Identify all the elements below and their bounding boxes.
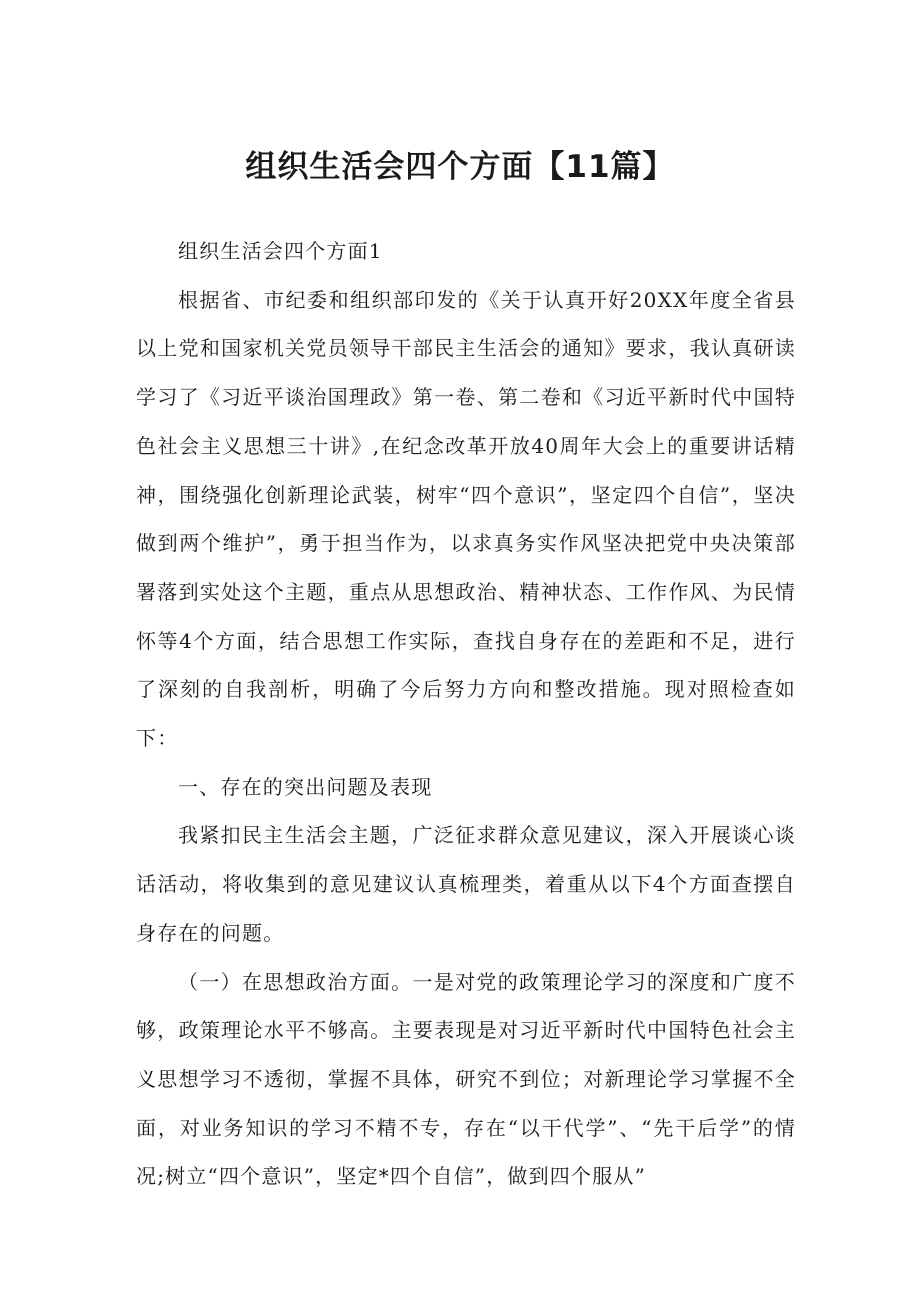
paragraph-ideology-politics: （一）在思想政治方面。一是对党的政策理论学习的深度和广度不够，政策理论水平不够高。主要表现是对习近平新时代中国特色社会主义思想学习不透彻，掌握不具体，研究不到位；对新理论学习掌握不全面，对业务知识的学习不精不专，存在“以干代学”、“先干后学”的情况;树立“四个意识”，坚定*四个自信”，做到四个服从” (136, 969, 796, 1189)
section-heading-problems: 一、存在的突出问题及表现 (178, 774, 433, 799)
section-heading-1: 组织生活会四个方面1 (178, 239, 383, 263)
paragraph-intro: 根据省、市纪委和组织部印发的《关于认真开好20XX年度全省县以上党和国家机关党员领导干部民主生活会的通知》要求，我认真研读学习了《习近平谈治国理政》第一卷、第二卷和《习近平新时代中国特色社会主义思想三十讲》,在纪念改革开放40周年大会上的重要讲话精神，围绕强化创新理论武装，树牢“四个意识”，坚定四个自信”，坚决做到两个维护”，勇于担当作为，以求真务实作风坚决把党中央决策部署落到实处这个主题，重点从思想政治、精神状态、工作作风、为民情怀等4个方面，结合思想工作实际，查找自身存在的差距和不足，进行了深刻的自我剖析，明确了今后努力方向和整改措施。现对照检查如下： (136, 287, 796, 751)
document-title: 组织生活会四个方面【11篇】 (245, 149, 675, 185)
document-body (136, 227, 796, 1201)
paragraph-problems-intro: 我紧扣民主生活会主题，广泛征求群众意见建议，深入开展谈心谈话活动，将收集到的意见建议认真梳理类，着重从以下4个方面查摆自身存在的问题。 (136, 823, 796, 945)
